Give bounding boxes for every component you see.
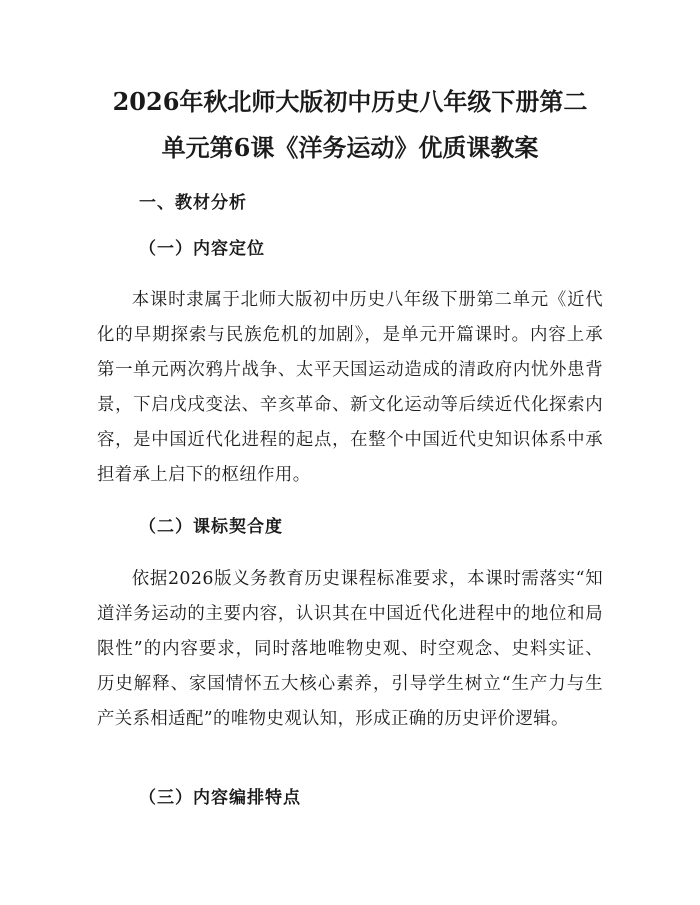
document-title-line-1: 2026年秋北师大版初中历史八年级下册第二 (112, 87, 588, 116)
subsection-heading-content-arrangement: （三）内容编排特点 (139, 788, 301, 808)
subsection-heading-content-positioning: （一）内容定位 (139, 239, 265, 259)
section-heading-textbook-analysis: 一、教材分析 (139, 193, 247, 213)
subsection-heading-curriculum-alignment: （二）课标契合度 (139, 517, 283, 537)
paragraph-content-positioning: 本课时隶属于北师大版初中历史八年级下册第二单元《近代化的早期探索与民族危机的加剧》，是单元开篇课时。内容上承第一单元两次鸦片战争、太平天国运动造成的清政府内忧外患背景，下启戊戌变法、辛亥革命、新文化运动等后续近代化探索内容，是中国近代化进程的起点，在整个中国近代史知识体系中承担着承上启下的枢纽作用。 (97, 290, 603, 485)
document-title-line-2: 单元第6课《洋务运动》优质课教案 (161, 133, 539, 162)
paragraph-curriculum-alignment: 依据2026版义务教育历史课程标准要求，本课时需落实“知道洋务运动的主要内容，认识其在中国近代化进程中的地位和局限性”的内容要求，同时落地唯物史观、时空观念、史料实证、历史解释、家国情怀五大核心素养，引导学生树立“生产力与生产关系相适配”的唯物史观认知，形成正确的历史评价逻辑。 (97, 569, 603, 729)
